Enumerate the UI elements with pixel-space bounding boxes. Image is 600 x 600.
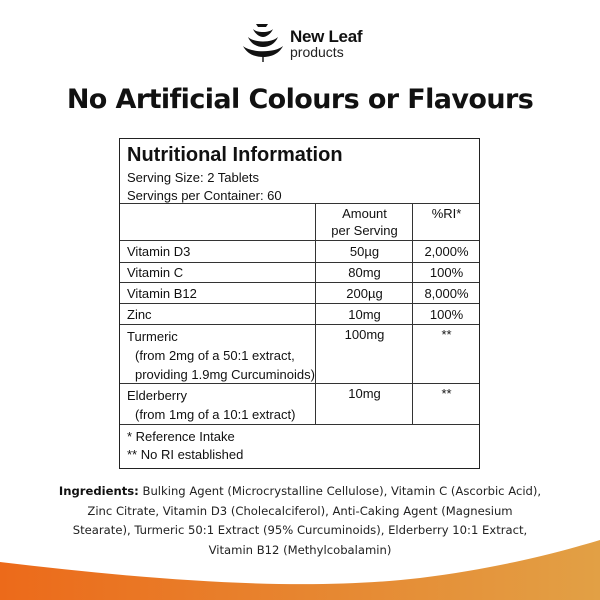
row-ri: ** — [441, 386, 452, 401]
divider — [120, 424, 479, 425]
row-amount: 80mg — [348, 265, 381, 280]
tree-leaf-logo-icon — [242, 22, 284, 64]
orange-wave-decoration — [0, 540, 600, 600]
footnote-ri: * Reference Intake — [127, 429, 235, 444]
headline: No Artificial Colours or Flavours — [66, 84, 534, 115]
divider — [120, 262, 479, 263]
divider — [120, 324, 479, 325]
row-ri: 8,000% — [424, 286, 469, 301]
row-name: Vitamin C — [127, 265, 184, 280]
ingredients-label: Ingredients: — [58, 484, 139, 498]
nutrition-title: Nutritional Information — [127, 144, 343, 166]
row-detail: (from 2mg of a 50:1 extract, — [135, 348, 295, 363]
divider — [120, 240, 479, 241]
row-name: Vitamin D3 — [127, 244, 191, 259]
row-name: Turmeric — [127, 329, 178, 344]
divider — [120, 282, 479, 283]
row-name: Vitamin B12 — [127, 286, 197, 301]
row-amount: 50µg — [349, 244, 380, 259]
footnote-no-ri: ** No RI established — [127, 447, 244, 462]
header-ri: %RI* — [431, 206, 462, 221]
row-name: Elderberry — [127, 388, 187, 403]
row-amount: 10mg — [348, 386, 381, 401]
nutrition-panel — [119, 138, 480, 469]
row-name-elderberry — [127, 386, 295, 424]
brand-logo — [242, 22, 362, 64]
row-detail: (from 1mg of a 10:1 extract) — [135, 407, 296, 422]
divider — [120, 203, 479, 204]
row-detail: providing 1.9mg Curcuminoids) — [135, 367, 315, 382]
serving-size: Serving Size: 2 Tablets — [127, 170, 259, 185]
row-amount: 100mg — [344, 327, 385, 342]
divider — [120, 303, 479, 304]
brand-subtitle: products — [290, 43, 344, 60]
servings-per-container: Servings per Container: 60 — [127, 188, 282, 203]
row-amount: 200µg — [346, 286, 383, 301]
row-name: Zinc — [127, 307, 152, 322]
row-name-turmeric — [127, 327, 315, 384]
header-amount-line1: Amount — [342, 206, 387, 221]
header-amount — [316, 206, 413, 238]
row-ri: ** — [441, 327, 452, 342]
brand-name: New Leaf — [290, 26, 363, 46]
row-ri: 100% — [429, 307, 464, 322]
row-ri: 2,000% — [424, 244, 469, 259]
header-amount-line2: per Serving — [331, 223, 398, 238]
row-ri: 100% — [429, 265, 464, 280]
ingredients-text: Bulking Agent (Microcrystalline Cellulose), Vitamin C (Ascorbic Acid), Zinc Citrate, Vitamin D3 (Cholecalciferol), Anti-Caking Agent (Magnesium Stearate), Turmeric 50:1 Extract (95% Curcuminoids), Elderberry 10:1 Extract, Vitamin B12 (Methylcobalamin) — [72, 484, 542, 557]
row-amount: 10mg — [348, 307, 381, 322]
